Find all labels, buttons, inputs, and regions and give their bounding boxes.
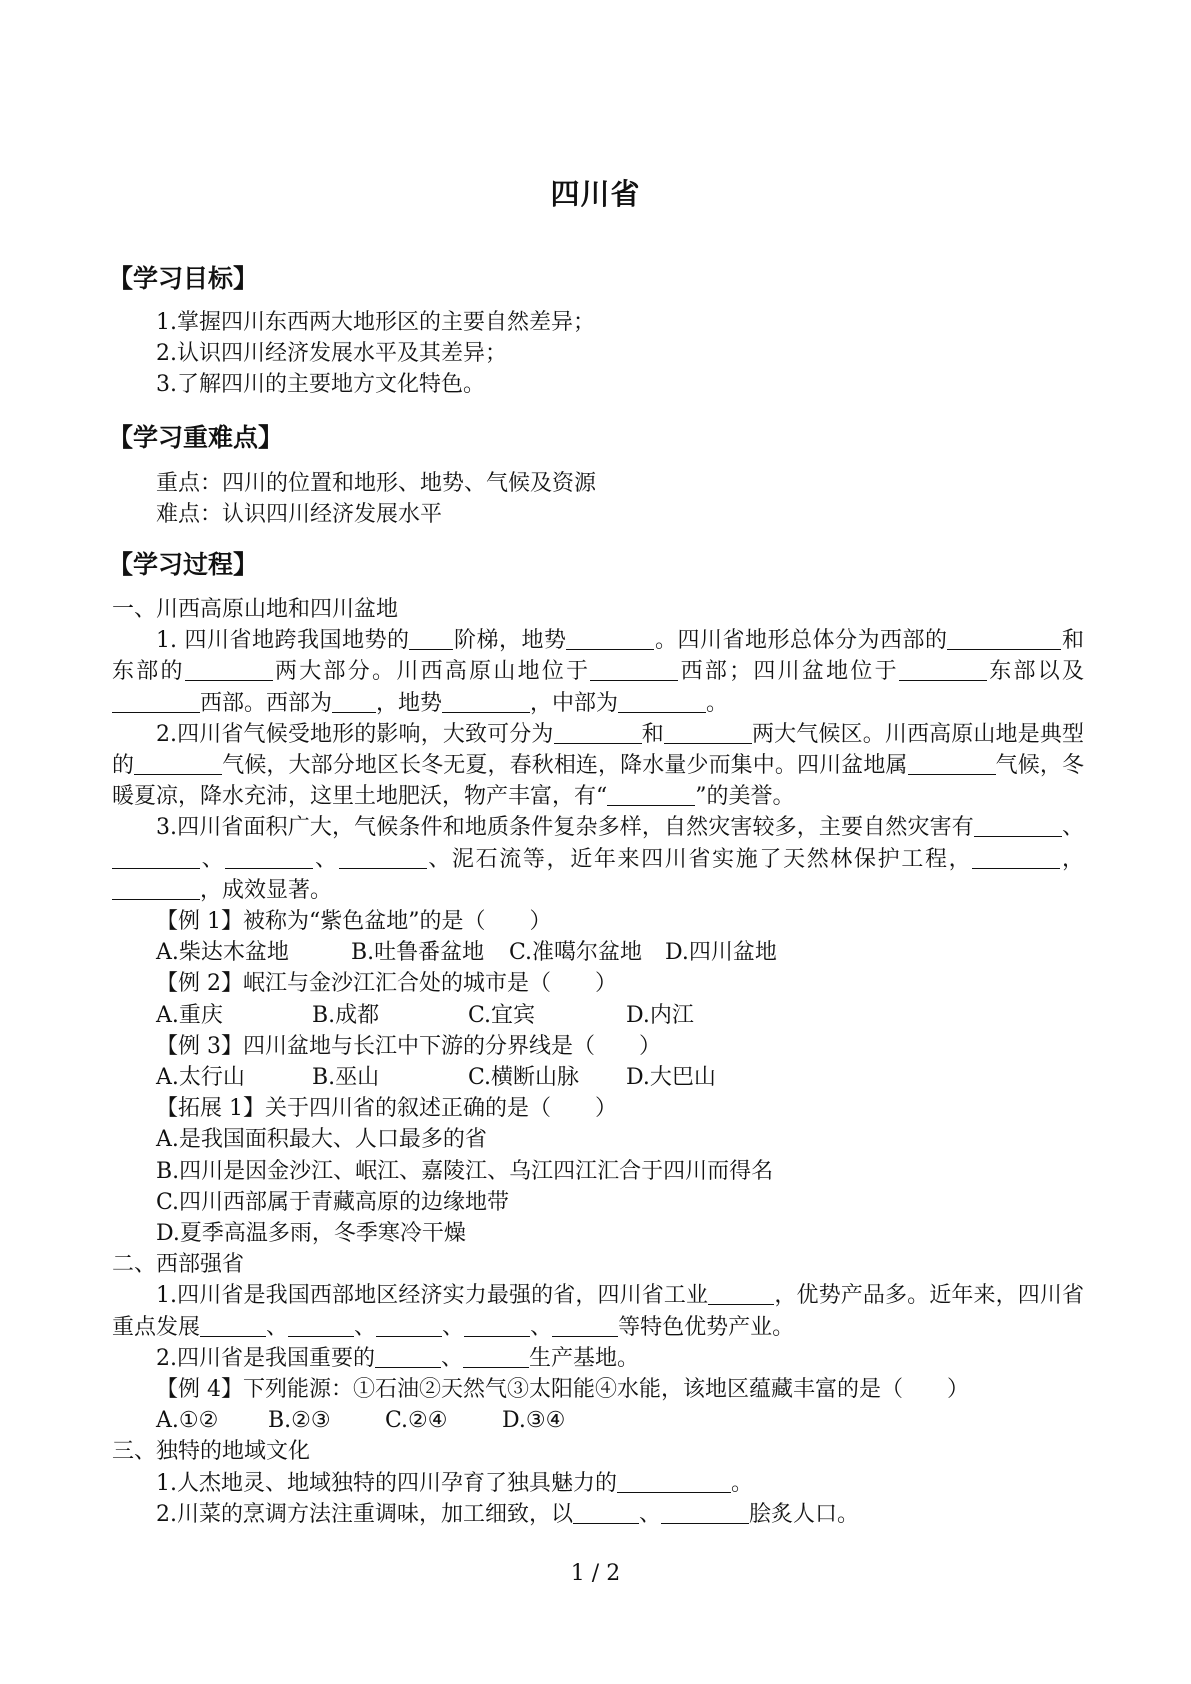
section-title: 一、川西高原山地和四川盆地 — [112, 597, 399, 622]
question: 【拓展 1】关于四川省的叙述正确的是（ ） — [156, 1096, 617, 1122]
paragraph: 1.人杰地灵、地域独特的四川孕育了独具魅力的 。 — [112, 1468, 1084, 1499]
key-item: 重点：四川的位置和地形、地势、气候及资源 — [156, 471, 597, 496]
option[interactable]: C.宜宾 — [468, 1002, 536, 1028]
page-number: 1 / 2 — [570, 1561, 621, 1586]
question: 【例 1】被称为“紫色盆地”的是（ ） — [156, 909, 552, 935]
option[interactable]: B.成都 — [312, 1002, 380, 1028]
process-heading: 【学习过程】 — [108, 550, 259, 579]
answer-blank[interactable] — [375, 1343, 441, 1368]
options-row — [112, 1062, 1084, 1093]
option[interactable]: B.吐鲁番盆地 — [351, 940, 485, 966]
goals-section — [108, 263, 1084, 294]
answer-blank[interactable] — [185, 656, 273, 681]
answer-blank[interactable] — [112, 688, 200, 713]
key-section — [108, 422, 1084, 453]
answer-blank[interactable] — [376, 1312, 442, 1337]
option[interactable]: D.四川盆地 — [665, 940, 777, 966]
options-row — [112, 937, 1084, 968]
options-row — [112, 1000, 1084, 1031]
answer-blank[interactable] — [225, 844, 313, 869]
answer-blank[interactable] — [664, 719, 752, 744]
paragraph: 2.四川省是我国重要的 、 生产基地。 — [112, 1343, 1084, 1374]
process-body — [112, 594, 1084, 1530]
answer-blank[interactable] — [607, 781, 695, 806]
answer-blank[interactable] — [332, 688, 376, 713]
question: 【例 3】四川盆地与长江中下游的分界线是（ ） — [156, 1033, 661, 1059]
option[interactable]: C.准噶尔盆地 — [509, 940, 643, 966]
answer-blank[interactable] — [339, 844, 427, 869]
answer-blank[interactable] — [618, 688, 706, 713]
answer-blank[interactable] — [554, 719, 642, 744]
option[interactable]: C.②④ — [385, 1408, 448, 1434]
answer-blank[interactable] — [573, 1499, 639, 1524]
answer-blank[interactable] — [899, 656, 987, 681]
option[interactable]: A.柴达木盆地 — [156, 940, 289, 966]
paragraph: 1.四川省是我国西部地区经济实力最强的省，四川省工业 ，优势产品多。近年来，四川省重点发展 、 、 、 、 等特色优势产业。 — [112, 1280, 1084, 1342]
option[interactable]: C.横断山脉 — [468, 1065, 580, 1091]
option[interactable]: A.重庆 — [156, 1002, 223, 1028]
paragraph: 2.四川省气候受地形的影响，大致可分为 和 两大气候区。川西高原山地是典型的 气候，大部分地区长冬无夏，春秋相连，降水量少而集中。四川盆地属 气候，冬暖夏凉，降水充沛，这里土地肥沃，物产丰富，有“ ”的美誉。 — [112, 719, 1084, 813]
key-heading: 【学习重难点】 — [108, 423, 284, 452]
option[interactable]: A.太行山 — [156, 1065, 245, 1091]
section-title: 三、独特的地域文化 — [112, 1439, 311, 1465]
question: 【例 2】岷江与金沙江汇合处的城市是（ ） — [156, 971, 617, 997]
option[interactable]: D.③④ — [502, 1408, 566, 1434]
question: 【例 4】下列能源：①石油②天然气③太阳能④水能，该地区蕴藏丰富的是（ ） — [156, 1377, 969, 1403]
answer-blank[interactable] — [974, 812, 1062, 837]
answer-blank[interactable] — [409, 625, 453, 650]
answer-blank[interactable] — [708, 1280, 774, 1305]
option[interactable]: B.②③ — [268, 1408, 331, 1434]
option[interactable]: D.内江 — [626, 1002, 694, 1028]
option[interactable]: D.夏季高温多雨，冬季寒冷干燥 — [156, 1221, 466, 1247]
answer-blank[interactable] — [908, 750, 996, 775]
answer-blank[interactable] — [661, 1499, 749, 1524]
option[interactable]: B.巫山 — [312, 1065, 380, 1091]
option[interactable]: D.大巴山 — [626, 1065, 716, 1091]
answer-blank[interactable] — [288, 1312, 354, 1337]
option[interactable]: C.四川西部属于青藏高原的边缘地带 — [156, 1189, 510, 1215]
goals-list — [112, 307, 1084, 401]
key-item: 难点：认识四川经济发展水平 — [156, 502, 443, 528]
paragraph: 2.川菜的烹调方法注重调味，加工细致，以 、 脍炙人口。 — [112, 1499, 1084, 1530]
goal-item: 1.掌握四川东西两大地形区的主要自然差异； — [156, 310, 595, 335]
options-row — [112, 1405, 1084, 1436]
option[interactable]: B.四川是因金沙江、岷江、嘉陵江、乌江四江汇合于四川而得名 — [156, 1158, 774, 1184]
process-section — [108, 549, 1084, 580]
answer-blank[interactable] — [590, 656, 678, 681]
option[interactable]: A.是我国面积最大、人口最多的省 — [156, 1127, 487, 1153]
paragraph: 1. 四川省地跨我国地势的 阶梯，地势 。四川省地形总体分为西部的 和东部的 两大部分。川西高原山地位于 西部；四川盆地位于 东部以及西部。西部为 ，地势 ，中部为 。 — [112, 625, 1084, 719]
answer-blank[interactable] — [947, 625, 1061, 650]
answer-blank[interactable] — [617, 1468, 731, 1493]
option[interactable]: A.①② — [156, 1408, 219, 1434]
goals-heading: 【学习目标】 — [108, 264, 259, 293]
answer-blank[interactable] — [442, 688, 530, 713]
answer-blank[interactable] — [200, 1312, 266, 1337]
answer-blank[interactable] — [463, 1343, 529, 1368]
key-list — [112, 468, 1084, 530]
paragraph: 3.四川省面积广大，气候条件和地质条件复杂多样，自然灾害较多，主要自然灾害有 、、 、 、泥石流等，近年来四川省实施了天然林保护工程， ，，成效显著。 — [112, 812, 1084, 906]
goal-item: 3.了解四川的主要地方文化特色。 — [156, 372, 485, 398]
page-title: 四川省 — [550, 177, 641, 211]
answer-blank[interactable] — [566, 625, 654, 650]
answer-blank[interactable] — [464, 1312, 530, 1337]
section-title: 二、西部强省 — [112, 1252, 245, 1278]
goal-item: 2.认识四川经济发展水平及其差异； — [156, 341, 507, 367]
answer-blank[interactable] — [112, 875, 200, 900]
answer-blank[interactable] — [552, 1312, 618, 1337]
answer-blank[interactable] — [112, 844, 200, 869]
answer-blank[interactable] — [134, 750, 222, 775]
answer-blank[interactable] — [972, 844, 1060, 869]
